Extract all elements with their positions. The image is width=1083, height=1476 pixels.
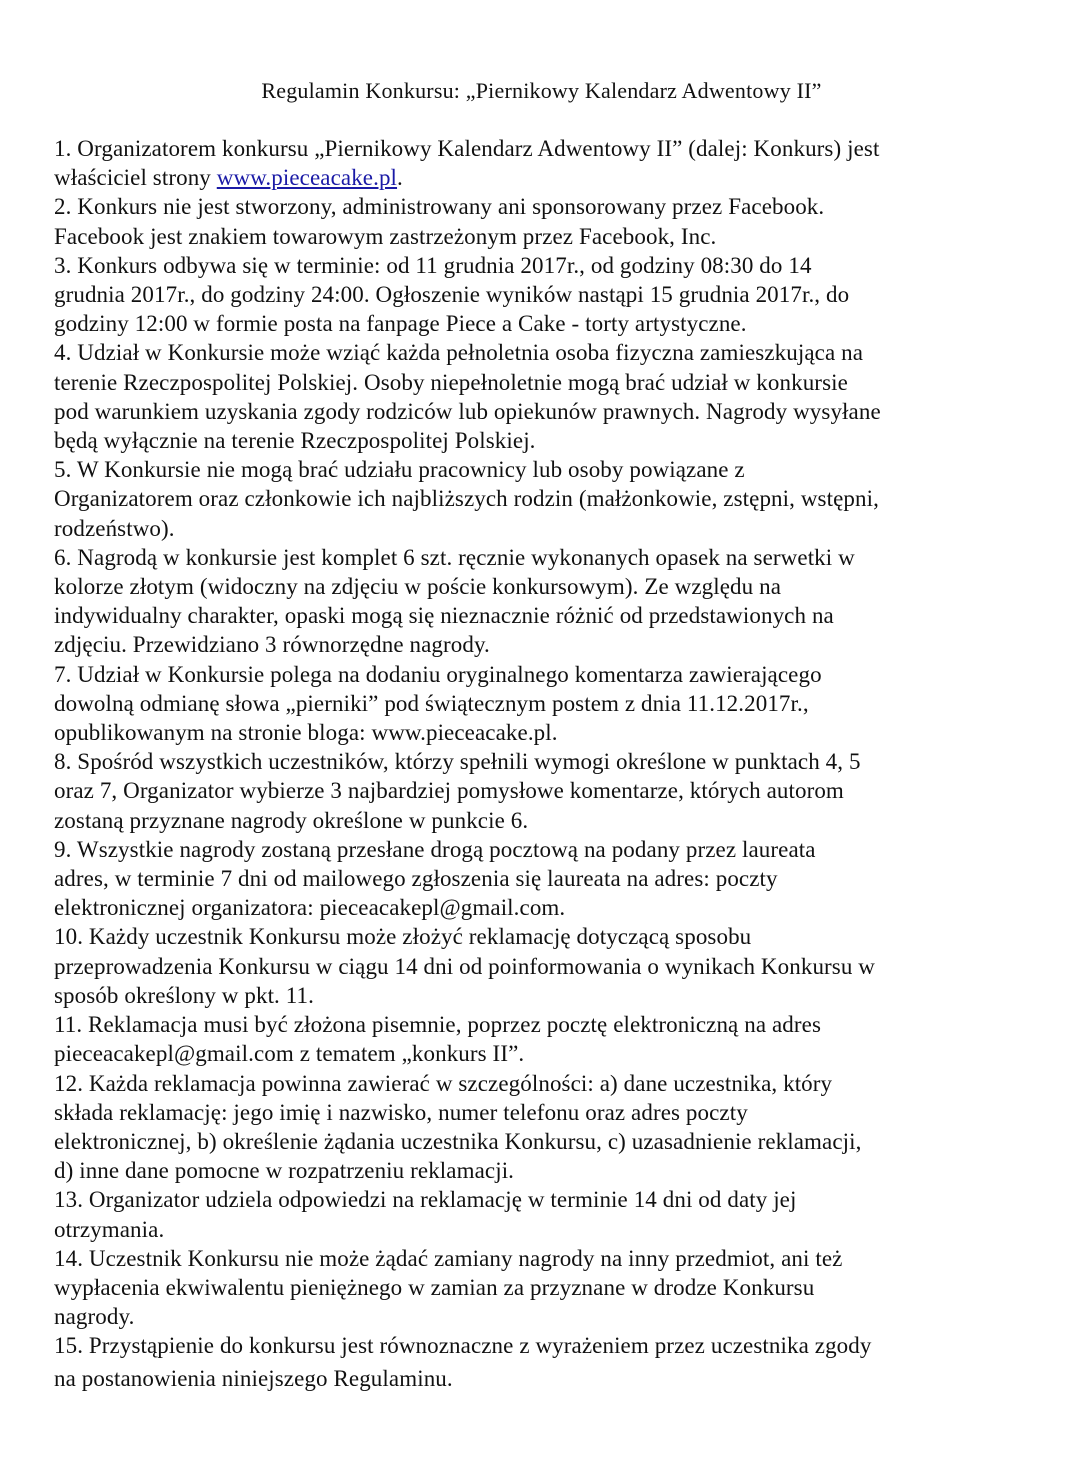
clause-line: [54, 1331, 1029, 1360]
clause-text: nagrody.: [54, 1304, 135, 1330]
clause-text: pieceacakepl@gmail.com z tematem „konkurs II”.: [54, 1041, 525, 1067]
clause-11: [54, 1010, 1029, 1068]
clause-3: [54, 251, 1029, 339]
clause-text: 13. Organizator udziela odpowiedzi na reklamację w terminie 14 dni od daty jej: [54, 1187, 797, 1213]
clause-line: [54, 455, 1029, 484]
clause-text: dowolną odmianę słowa „pierniki” pod świątecznym postem z dnia 11.12.2017r.,: [54, 690, 809, 716]
clause-text: 9. Wszystkie nagrody zostaną przesłane drogą pocztową na podany przez laureata: [54, 836, 816, 862]
website-link[interactable]: www.pieceacake.pl: [216, 165, 398, 191]
clause-line: [54, 747, 1029, 776]
clause-text: składa reklamację: jego imię i nazwisko, numer telefonu oraz adres poczty: [54, 1099, 748, 1125]
clause-line: [54, 835, 1029, 864]
clause-line: [54, 864, 1029, 893]
clause-10: [54, 922, 1029, 1010]
clause-line: [54, 514, 1029, 543]
clause-text: 7. Udział w Konkursie polega na dodaniu oryginalnego komentarza zawierającego: [54, 661, 822, 687]
clause-line: [54, 368, 1029, 397]
clause-text: wypłacenia ekwiwalentu pieniężnego w zamian za przyznane w drodze Konkursu: [54, 1274, 815, 1300]
clause-7: [54, 660, 1029, 748]
clause-text: przeprowadzenia Konkursu w ciągu 14 dni od poinformowania o wynikach Konkursu w: [54, 953, 876, 979]
clause-line: [54, 163, 1029, 192]
clause-text: 12. Każda reklamacja powinna zawierać w szczególności: a) dane uczestnika, który: [54, 1070, 833, 1096]
clause-13: [54, 1185, 1029, 1243]
clause-15: [54, 1331, 1029, 1392]
clause-text: .: [397, 165, 403, 191]
clause-text: elektronicznej, b) określenie żądania uczestnika Konkursu, c) uzasadnienie reklamacji,: [54, 1128, 862, 1154]
clause-line: [54, 922, 1029, 951]
clause-text: Organizatorem oraz członkowie ich najbliższych rodzin (małżonkowie, zstępni, wstępni,: [54, 486, 879, 512]
clause-text: 14. Uczestnik Konkursu nie może żądać zamiany nagrody na inny przedmiot, ani też: [54, 1245, 843, 1271]
clause-text: rodzeństwo).: [54, 515, 175, 541]
clause-14: [54, 1244, 1029, 1332]
clause-text: 1. Organizatorem konkursu „Piernikowy Kalendarz Adwentowy II” (dalej: Konkurs) jest: [54, 136, 880, 161]
clause-line: [54, 1185, 1029, 1214]
clause-text: terenie Rzeczpospolitej Polskiej. Osoby niepełnoletnie mogą brać udział w konkursie: [54, 369, 848, 395]
clause-line: [54, 893, 1029, 922]
clause-line: [54, 660, 1029, 689]
clause-text: 11. Reklamacja musi być złożona pisemnie, poprzez pocztę elektroniczną na adres: [54, 1012, 822, 1038]
clause-6: [54, 543, 1029, 660]
clause-text: indywidualny charakter, opaski mogą się nieznacznie różnić od przedstawionych na: [54, 603, 834, 629]
clause-line: [54, 776, 1029, 805]
clause-text: elektronicznej organizatora: pieceacakepl@gmail.com.: [54, 895, 566, 921]
clause-line: [54, 1302, 1029, 1331]
clause-text: grudnia 2017r., do godziny 24:00. Ogłoszenie wyników nastąpi 15 grudnia 2017r., do: [54, 282, 850, 308]
clause-9: [54, 835, 1029, 923]
clause-line: [54, 222, 1029, 251]
clause-text: na postanowienia niniejszego Regulaminu.: [54, 1365, 453, 1391]
clause-line: [54, 1364, 1029, 1393]
clause-line: [54, 952, 1029, 981]
clause-line: [54, 806, 1029, 835]
clause-text: oraz 7, Organizator wybierze 3 najbardziej pomysłowe komentarze, których autorom: [54, 778, 844, 804]
clause-line: [54, 1215, 1029, 1244]
clause-line: [54, 1069, 1029, 1098]
clause-line: [54, 1273, 1029, 1302]
clause-5: [54, 455, 1029, 543]
clause-text: 10. Każdy uczestnik Konkursu może złożyć reklamację dotyczącą sposobu: [54, 924, 752, 950]
clause-line: [54, 1098, 1029, 1127]
regulations-body: [54, 134, 1029, 1393]
clause-text: 15. Przystąpienie do konkursu jest równoznaczne z wyrażeniem przez uczestnika zgody: [54, 1333, 872, 1359]
clause-line: [54, 280, 1029, 309]
clause-text: otrzymania.: [54, 1216, 165, 1242]
clause-12: [54, 1069, 1029, 1186]
clause-4: [54, 338, 1029, 455]
document-title: Regulamin Konkursu: „Piernikowy Kalendarz Adwentowy II”: [261, 78, 822, 103]
clause-text: zostaną przyznane nagrody określone w punkcie 6.: [54, 807, 529, 833]
clause-line: [54, 572, 1029, 601]
clause-text: 5. W Konkursie nie mogą brać udziału pracownicy lub osoby powiązane z: [54, 457, 745, 483]
clause-text: 4. Udział w Konkursie może wziąć każda pełnoletnia osoba fizyczna zamieszkująca na: [54, 340, 864, 366]
clause-text: adres, w terminie 7 dni od mailowego zgłoszenia się laureata na adres: poczty: [54, 866, 778, 892]
clause-text: kolorze złotym (widoczny na zdjęciu w poście konkursowym). Ze względu na: [54, 574, 782, 600]
clause-1: [54, 134, 1029, 192]
clause-line: [54, 1156, 1029, 1185]
clause-line: [54, 1010, 1029, 1039]
clause-text: Facebook jest znakiem towarowym zastrzeżonym przez Facebook, Inc.: [54, 223, 717, 249]
clause-line: [54, 1039, 1029, 1068]
clause-line: [54, 630, 1029, 659]
clause-line: [54, 426, 1029, 455]
clause-line: [54, 338, 1029, 367]
clause-text: d) inne dane pomocne w rozpatrzeniu reklamacji.: [54, 1158, 515, 1184]
clause-line: [54, 251, 1029, 280]
clause-line: [54, 1244, 1029, 1273]
clause-line: [54, 689, 1029, 718]
clause-text: opublikowanym na stronie bloga: www.pieceacake.pl.: [54, 720, 558, 746]
clause-text: sposób określony w pkt. 11.: [54, 982, 314, 1008]
clause-text: godziny 12:00 w formie posta na fanpage Piece a Cake - torty artystyczne.: [54, 311, 747, 337]
clause-text: 2. Konkurs nie jest stworzony, administrowany ani sponsorowany przez Facebook.: [54, 194, 825, 220]
clause-text: będą wyłącznie na terenie Rzeczpospolitej Polskiej.: [54, 428, 536, 454]
clause-8: [54, 747, 1029, 835]
clause-line: [54, 397, 1029, 426]
clause-text: właściciel strony: [54, 165, 217, 191]
clause-line: [54, 484, 1029, 513]
clause-line: [54, 543, 1029, 572]
clause-line: [54, 309, 1029, 338]
clause-line: [54, 134, 1029, 163]
clause-text: 3. Konkurs odbywa się w terminie: od 11 grudnia 2017r., od godziny 08:30 do 14: [54, 252, 812, 278]
clause-text: zdjęciu. Przewidziano 3 równorzędne nagrody.: [54, 632, 490, 658]
clause-text: pod warunkiem uzyskania zgody rodziców lub opiekunów prawnych. Nagrody wysyłane: [54, 398, 881, 424]
clause-2: [54, 192, 1029, 250]
clause-line: [54, 601, 1029, 630]
clause-text: 6. Nagrodą w konkursie jest komplet 6 szt. ręcznie wykonanych opasek na serwetki w: [54, 544, 855, 570]
clause-line: [54, 981, 1029, 1010]
clause-line: [54, 192, 1029, 221]
clause-line: [54, 718, 1029, 747]
clause-text: 8. Spośród wszystkich uczestników, którzy spełnili wymogi określone w punktach 4, 5: [54, 749, 861, 775]
clause-line: [54, 1127, 1029, 1156]
